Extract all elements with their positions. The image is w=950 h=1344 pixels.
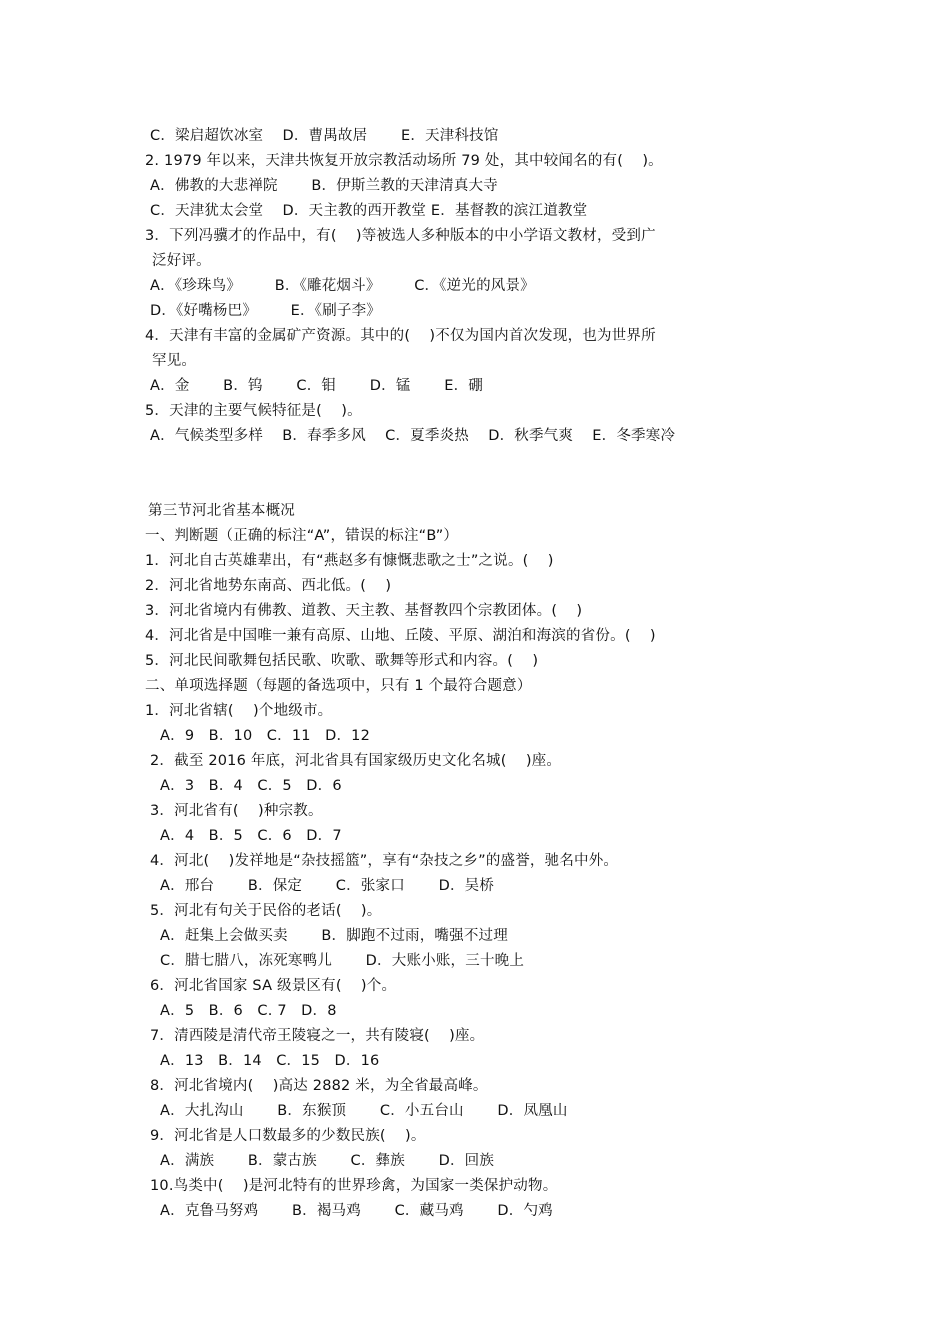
- text-line: A．满族 B．蒙古族 C．彝族 D．回族: [160, 1153, 495, 1169]
- text-line: 二、单项选择题（每题的备选项中，只有 1 个最符合题意）: [145, 678, 532, 694]
- text-line: 3．下列冯骥才的作品中，有( )等被选人多种版本的中小学语文教材，受到广: [145, 228, 656, 244]
- text-line: 7．清西陵是清代帝王陵寝之一，共有陵寝( )座。: [150, 1028, 485, 1044]
- text-line: A．佛教的大悲禅院 B．伊斯兰教的天津清真大寺: [150, 178, 498, 194]
- section-title: 第三节河北省基本概况: [148, 503, 295, 519]
- text-line: 10.鸟类中( )是河北特有的世界珍禽，为国家一类保护动物。: [150, 1178, 558, 1194]
- text-line: 3．河北省境内有佛教、道教、天主教、基督教四个宗教团体。( ): [145, 603, 583, 619]
- text-line: A．克鲁马努鸡 B．褐马鸡 C．藏马鸡 D．勺鸡: [160, 1203, 553, 1219]
- text-line: 5．天津的主要气候特征是( )。: [145, 403, 362, 419]
- text-line: 罕见。: [152, 353, 197, 369]
- text-line: 5．河北民间歌舞包括民歌、吹歌、歌舞等形式和内容。( ): [145, 653, 539, 669]
- text-line: 3．河北省有( )种宗教。: [150, 803, 323, 819]
- text-line: 5．河北有句关于民俗的老话( )。: [150, 903, 382, 919]
- text-line: 4．河北省是中国唯一兼有高原、山地、丘陵、平原、湖泊和海滨的省份。( ): [145, 628, 656, 644]
- text-line: 4．天津有丰富的金属矿产资源。其中的( )不仅为国内首次发现，也为世界所: [145, 328, 656, 344]
- text-line: D．《好嘴杨巴》 E．《刷子李》: [150, 303, 381, 319]
- text-line: C．梁启超饮冰室 D．曹禺故居 E．天津科技馆: [150, 128, 499, 144]
- text-line: 1．河北省辖( )个地级市。: [145, 703, 333, 719]
- text-line: A．《珍珠鸟》 B．《雕花烟斗》 C．《逆光的风景》: [150, 278, 535, 294]
- text-line: 4．河北( )发祥地是“杂技摇篮”，享有“杂技之乡”的盛誉，驰名中外。: [150, 853, 619, 869]
- text-line: A．邢台 B．保定 C．张家口 D．吴桥: [160, 878, 495, 894]
- text-line: A．赶集上会做买卖 B．脚跑不过雨，嘴强不过理: [160, 928, 508, 944]
- text-line: 6．河北省国家 SA 级景区有( )个。: [150, 978, 397, 994]
- text-line: 2．河北省地势东南高、西北低。( ): [145, 578, 392, 594]
- text-line: A．金 B．钨 C．钼 D．锰 E．硼: [150, 378, 483, 394]
- text-line: 2．截至 2016 年底，河北省具有国家级历史文化名城( )座。: [150, 753, 562, 769]
- text-line: C．腊七腊八，冻死寒鸭儿 D．大账小账，三十晚上: [160, 953, 525, 969]
- text-line: 8．河北省境内( )高达 2882 米，为全省最高峰。: [150, 1078, 488, 1094]
- text-line: A．大扎沟山 B．东猴顶 C．小五台山 D．凤凰山: [160, 1103, 568, 1119]
- text-line: 9．河北省是人口数最多的少数民族( )。: [150, 1128, 426, 1144]
- text-line: 一、判断题（正确的标注“A”，错误的标注“B”）: [145, 528, 459, 544]
- text-line: A．9 B．10 C．11 D．12: [160, 728, 371, 744]
- text-line: A．3 B．4 C．5 D．6: [160, 778, 342, 794]
- text-line: A．气候类型多样 B．春季多风 C．夏季炎热 D．秋季气爽 E．冬季寒冷: [150, 428, 676, 444]
- text-line: A．5 B．6 C. 7 D．8: [160, 1003, 337, 1019]
- text-line: 泛好评。: [152, 253, 211, 269]
- text-line: C．天津犹太会堂 D．天主教的西开教堂 E．基督教的滨江道教堂: [150, 203, 588, 219]
- text-line: 2. 1979 年以来，天津共恢复开放宗教活动场所 79 处，其中较闻名的有( )。: [145, 153, 663, 169]
- text-line: 1．河北自古英雄辈出，有“燕赵多有慷慨悲歌之士”之说。( ): [145, 553, 554, 569]
- text-line: A．4 B．5 C．6 D．7: [160, 828, 342, 844]
- text-line: A．13 B．14 C．15 D．16: [160, 1053, 380, 1069]
